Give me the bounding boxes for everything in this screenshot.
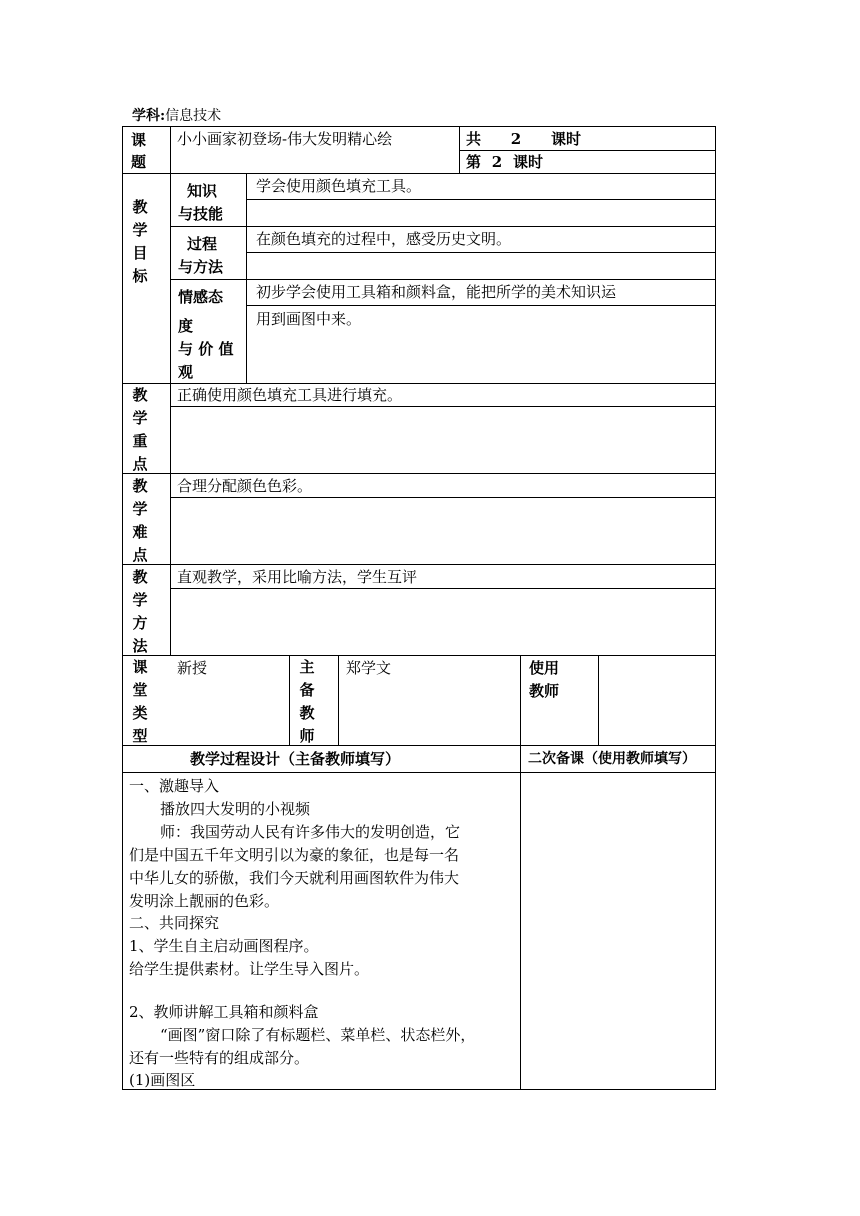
process-line: 1、学生自主启动画图程序。	[129, 937, 319, 955]
process-line: 还有一些特有的组成部分。	[129, 1049, 310, 1067]
table-border-right	[715, 126, 716, 1090]
row-divider	[170, 406, 716, 407]
process-line: “画图”窗口除了有标题栏、菜单栏、状态栏外，	[160, 1026, 476, 1044]
row-divider	[122, 745, 716, 746]
class-info-divider	[338, 655, 339, 745]
row-divider	[246, 199, 716, 200]
current-hour: 第 2 课时	[466, 151, 543, 174]
difficulties-label: 教 学 难 点	[132, 477, 148, 564]
total-hours: 共 2 课时	[466, 128, 581, 151]
emotion-label-4: 观	[178, 363, 194, 381]
subject-value: 信息技术	[165, 108, 222, 124]
process-line: 给学生提供素材。让学生导入图片。	[129, 960, 370, 978]
goal-divider	[246, 173, 247, 383]
process-line: 中华儿女的骄傲，我们今天就利用画图软件为伟大	[129, 869, 460, 887]
methods-label: 教 学 方 法	[132, 568, 148, 655]
methods-text: 直观教学，采用比喻方法，学生互评	[177, 568, 418, 586]
key-points-label: 教 学 重 点	[132, 386, 148, 473]
topic-label-2: 题	[131, 153, 147, 171]
process-line: 发明涂上靓丽的色彩。	[129, 892, 280, 910]
process-divider	[520, 655, 521, 1090]
emotion-text-2: 用到画图中来。	[256, 310, 362, 328]
key-points-text: 正确使用颜色填充工具进行填充。	[177, 386, 403, 404]
knowledge-text: 学会使用颜色填充工具。	[256, 177, 422, 195]
row-divider	[170, 497, 716, 498]
class-type: 新授	[177, 659, 208, 677]
class-type-label: 课 堂 类 型	[132, 658, 148, 745]
topic-label-1: 课	[131, 131, 147, 149]
row-divider	[246, 252, 716, 253]
table-border-top	[122, 126, 716, 127]
main-teacher-name: 郑学文	[346, 659, 392, 677]
subject-label: 学科:	[132, 108, 166, 124]
class-info-divider	[598, 655, 599, 745]
emotion-label-3: 与 价 值	[178, 340, 234, 358]
process-label-1: 过程	[187, 235, 218, 253]
process-line: 们是中国五千年文明引以为豪的象征，也是每一名	[129, 846, 460, 864]
emotion-label-1: 情感态	[178, 288, 224, 306]
total-hours-value: 2	[481, 128, 551, 151]
user-teacher-label-1: 使用	[529, 659, 560, 677]
second-prep-header: 二次备课（使用教师填写）	[528, 751, 696, 767]
process-line: 播放四大发明的小视频	[160, 800, 311, 818]
table-border-bottom	[122, 1089, 716, 1090]
row-divider	[122, 473, 716, 474]
process-text: 在颜色填充的过程中，感受历史文明。	[256, 230, 512, 248]
row-divider	[122, 564, 716, 565]
row-divider	[122, 772, 716, 773]
class-info-divider	[289, 655, 290, 745]
topic-title: 小小画家初登场-伟大发明精心绘	[177, 130, 393, 148]
knowledge-label-1: 知识	[187, 182, 218, 200]
design-header: 教学过程设计（主备教师填写）	[190, 750, 401, 768]
difficulties-text: 合理分配颜色色彩。	[177, 477, 313, 495]
row-divider	[122, 655, 716, 656]
row-divider	[122, 173, 716, 174]
process-line: 二、共同探究	[129, 914, 220, 932]
label-column-divider	[170, 126, 171, 656]
row-divider	[170, 226, 716, 227]
process-line: 一、激趣导入	[129, 777, 220, 795]
emotion-label-2: 度	[178, 317, 194, 335]
process-label-2: 与方法	[178, 258, 224, 276]
subject-line	[132, 105, 221, 125]
table-border-left	[122, 126, 123, 1090]
current-hour-value: 2	[481, 151, 513, 174]
user-teacher-label-2: 教师	[529, 682, 560, 700]
row-divider	[246, 305, 716, 306]
row-divider	[170, 279, 716, 280]
goals-label: 教 学 目 标	[132, 198, 148, 285]
knowledge-label-2: 与技能	[178, 205, 224, 223]
process-line: 师：我国劳动人民有许多伟大的发明创造，它	[160, 823, 461, 841]
row-divider	[170, 588, 716, 589]
main-teacher-label: 主 备 教 师	[299, 658, 315, 745]
process-line: (1)画图区	[129, 1071, 196, 1089]
emotion-text-1: 初步学会使用工具箱和颜料盒，能把所学的美术知识运	[256, 283, 617, 301]
process-line: 2、教师讲解工具箱和颜料盒	[129, 1003, 319, 1021]
